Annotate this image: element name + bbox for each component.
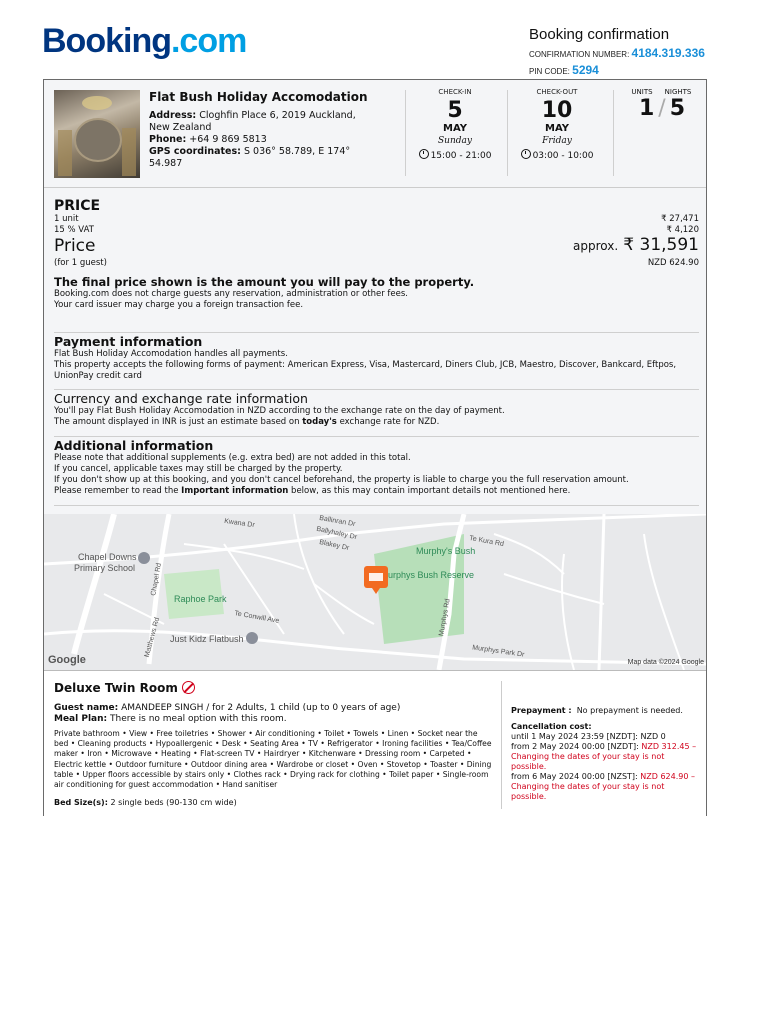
confirmation-value: 4184.319.336 bbox=[631, 46, 705, 60]
currency-heading: Currency and exchange rate information bbox=[54, 391, 308, 406]
additional-line2: If you cancel, applicable taxes may still be charged by the property. bbox=[54, 464, 343, 474]
units-nights-block: UNITS NIGHTS 1 / 5 bbox=[624, 88, 700, 121]
checkin-month: MAY bbox=[443, 123, 467, 134]
property-summary bbox=[44, 80, 706, 188]
nights-value: 5 bbox=[669, 96, 686, 121]
final-price-line1: Booking.com does not charge guests any reservation, administration or other fees. bbox=[54, 289, 408, 299]
map-label: Ballyhaley Dr bbox=[315, 525, 358, 542]
checkin-label: CHECK-IN bbox=[438, 88, 472, 96]
payment-line1: Flat Bush Holiday Accomodation handles all payments. bbox=[54, 349, 288, 359]
currency-section bbox=[54, 391, 699, 428]
no-smoking-icon bbox=[182, 681, 195, 694]
additional-line1: Please note that additional supplements (e.g. extra bed) are not added in this total. bbox=[54, 453, 411, 463]
guest-name: Guest name: AMANDEEP SINGH / for 2 Adults, 1 child (up to 0 years of age) bbox=[54, 703, 401, 713]
map-label: Chapel Downs bbox=[78, 552, 137, 562]
map-label: Murphy's Bush bbox=[416, 546, 476, 556]
checkin-block bbox=[405, 88, 505, 161]
cancellation-label: Cancellation cost: bbox=[511, 722, 592, 731]
room-title: Deluxe Twin Room bbox=[54, 681, 195, 695]
bed-size: Bed Size(s): 2 single beds (90-130 cm wide) bbox=[54, 798, 237, 807]
units-label: UNITS bbox=[631, 88, 653, 96]
checkout-month: MAY bbox=[545, 123, 569, 134]
clock-icon bbox=[419, 149, 429, 159]
price-guests-row: (for 1 guest) NZD 624.90 bbox=[54, 258, 699, 268]
map-attribution: Map data ©2024 Google bbox=[627, 659, 704, 666]
price-total-row bbox=[54, 236, 699, 258]
map-label: Te Kura Rd bbox=[468, 535, 505, 548]
price-unit-row: 1 unit ₹ 27,471 bbox=[54, 214, 699, 224]
booking-logo bbox=[42, 22, 246, 61]
pin-label: PIN CODE: bbox=[529, 67, 570, 76]
property-name: Flat Bush Holiday Accomodation bbox=[149, 90, 368, 104]
property-phone: Phone: +64 9 869 5813 bbox=[149, 134, 267, 145]
map-label: Te Conwill Ave bbox=[233, 610, 280, 625]
payment-section bbox=[54, 334, 699, 382]
units-value: 1 bbox=[638, 96, 655, 121]
room-facilities: Private bathroom • View • Free toiletries • Shower • Air conditioning • Toilet • Towels • Linen • Socket near the bed • Cleaning products • Hypoallergenic • Desk • Seating Area • TV • Refrigerator • Ironing facilities • Tea/Coffee maker • Iron • Microwave • Heating • Flat-screen TV • Hairdryer • Kitchenware • Dressing room • Carpeted • Electric kettle • Outdoor furniture • Outdoor dining area • Wardrobe or closet • Oven • Stovetop • Toaster • Dining table • Upper floors accessible by stairs only • Clothes rack • Drying rack for clothing • Toilet paper • Single-room air conditioning for guest accommodation • Hand sanitiser bbox=[54, 729, 492, 790]
currency-line2: The amount displayed in INR is just an estimate based on today's exchange rate for NZD. bbox=[54, 417, 440, 427]
map-label: Primary School bbox=[74, 563, 136, 573]
price-vat-row: 15 % VAT ₹ 4,120 bbox=[54, 225, 699, 235]
pin-value: 5294 bbox=[572, 63, 599, 77]
map-label: Murphys Park Dr bbox=[471, 644, 525, 659]
cancellation-row: from 2 May 2024 00:00 [NZDT]: NZD 312.45 – bbox=[511, 742, 697, 751]
divider bbox=[54, 505, 699, 506]
additional-line3: If you don't show up at this booking, and you don't cancel beforehand, the property is liable to charge you the full reservation amount. bbox=[54, 475, 629, 485]
additional-heading: Additional information bbox=[54, 438, 214, 453]
checkout-time: 03:00 - 10:00 bbox=[507, 149, 607, 161]
meal-plan: Meal Plan: There is no meal option with this room. bbox=[54, 714, 287, 724]
room-section bbox=[44, 671, 706, 816]
property-gps: GPS coordinates: S 036° 58.789, E 174° 54.987 bbox=[149, 146, 351, 169]
final-price-heading: The final price shown is the amount you will pay to the property. bbox=[54, 275, 475, 289]
property-photo bbox=[54, 90, 140, 178]
checkout-day: 10 bbox=[541, 98, 573, 123]
additional-section bbox=[54, 438, 699, 497]
divider bbox=[54, 389, 699, 390]
map-label: Murphys Rd bbox=[438, 598, 452, 637]
confirmation-number bbox=[529, 46, 705, 60]
clock-icon bbox=[521, 149, 531, 159]
currency-line1: You'll pay Flat Bush Holiday Accomodation in NZD according to the exchange rate on the day of payment. bbox=[54, 406, 505, 416]
location-map[interactable] bbox=[44, 514, 706, 671]
google-logo: Google bbox=[48, 654, 86, 666]
divider bbox=[54, 332, 699, 333]
divider bbox=[54, 436, 699, 437]
final-price-line2: Your card issuer may charge you a foreign transaction fee. bbox=[54, 300, 304, 310]
additional-line4: Please remember to read the Important information below, as this may contain important details not mentioned here. bbox=[54, 486, 571, 496]
page-title: Booking confirmation bbox=[529, 26, 670, 43]
checkout-block bbox=[507, 88, 607, 161]
checkin-day: 5 bbox=[447, 98, 463, 123]
cancellation-row: from 6 May 2024 00:00 [NZST]: NZD 624.90 – bbox=[511, 772, 695, 781]
map-label: Chapel Rd bbox=[150, 562, 163, 597]
price-total: approx. ₹ 31,591 bbox=[573, 235, 699, 255]
checkin-time: 15:00 - 21:00 bbox=[405, 149, 505, 161]
map-label: Kwana Dr bbox=[223, 517, 256, 530]
map-label: Just Kidz Flatbush bbox=[170, 634, 244, 644]
checkin-weekday: Sunday bbox=[438, 136, 472, 146]
cancellation-row: until 1 May 2024 23:59 [NZDT]: NZD 0 bbox=[511, 732, 666, 741]
map-label: Matthews Rd bbox=[143, 616, 162, 659]
map-label: urphys Bush Reserve bbox=[388, 570, 475, 580]
payment-heading: Payment information bbox=[54, 334, 203, 349]
confirmation-label: CONFIRMATION NUMBER: bbox=[529, 50, 630, 59]
property-address: Address: Cloghfin Place 6, 2019 Auckland, New Zealand bbox=[149, 110, 356, 133]
pin-code bbox=[529, 63, 705, 77]
map-labels bbox=[44, 514, 706, 670]
divider bbox=[613, 90, 614, 176]
payment-line2: This property accepts the following forms of payment: American Express, Visa, Mastercard, Diners Club, JCB, Maestro, Discover, Bankcard, Eftpos, UnionPay credit card bbox=[54, 360, 677, 381]
checkout-weekday: Friday bbox=[542, 136, 572, 146]
confirmation-header bbox=[529, 26, 705, 77]
price-heading: PRICE bbox=[54, 198, 101, 214]
checkout-label: CHECK-OUT bbox=[536, 88, 578, 96]
map-label: Ballinran Dr bbox=[318, 514, 356, 529]
logo-part2: .com bbox=[170, 22, 247, 60]
prepayment: Prepayment : No prepayment is needed. bbox=[511, 706, 683, 715]
map-label: Raphoe Park bbox=[174, 594, 227, 604]
price-section bbox=[54, 198, 699, 311]
price-total-label: Price bbox=[54, 236, 96, 256]
policy-block bbox=[511, 706, 701, 802]
property-details bbox=[149, 110, 374, 170]
nights-label: NIGHTS bbox=[664, 88, 692, 96]
cancellation-note: Changing the dates of your stay is not possible. bbox=[511, 752, 665, 771]
logo-part1: Booking bbox=[42, 22, 171, 60]
map-label: Blakey Dr bbox=[318, 538, 350, 553]
booking-card bbox=[43, 79, 707, 816]
divider bbox=[501, 681, 502, 809]
cancellation-note: Changing the dates of your stay is not possible. bbox=[511, 782, 665, 801]
guest-info bbox=[54, 703, 494, 725]
